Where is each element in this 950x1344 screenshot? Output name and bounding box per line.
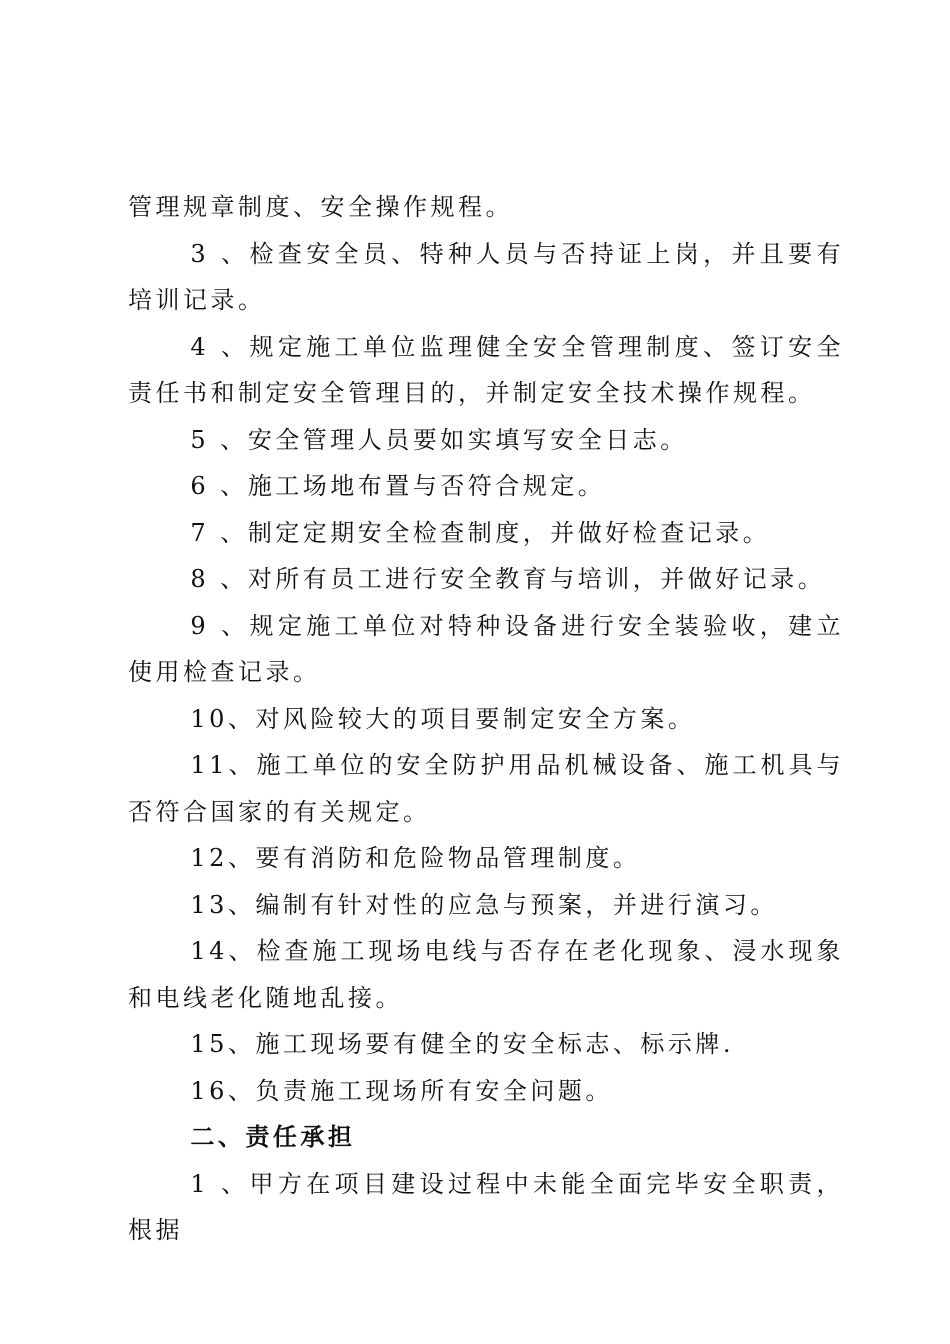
list-item (128, 928, 844, 1021)
item-text: 规定施工单位对特种设备进行安全装验收，建立使用检查记录。 (128, 611, 844, 686)
item-separator: 、 (227, 751, 257, 779)
item-separator: 、 (227, 1076, 256, 1105)
list-item (128, 1161, 844, 1254)
item-text: 检查安全员、特种人员与否持证上岗，并且要有培训记录。 (128, 239, 844, 314)
item-number: 5 (190, 425, 210, 454)
item-number: 1 (190, 1169, 210, 1198)
list-item (128, 696, 844, 743)
document-body (128, 184, 844, 1254)
list-item (128, 835, 844, 882)
item-number: 7 (190, 518, 210, 547)
item-text: 施工场地布置与否符合规定。 (247, 472, 606, 500)
item-separator: 、 (209, 239, 250, 268)
list-item (128, 417, 844, 464)
item-number: 16 (190, 1076, 228, 1105)
item-number: 11 (190, 751, 228, 779)
list-item (128, 184, 844, 231)
item-text: 要有消防和危险物品管理制度。 (255, 844, 641, 872)
item-separator: 、 (209, 332, 250, 361)
item-text: 负责施工现场所有安全问题。 (255, 1076, 613, 1105)
item-text: 对所有员工进行安全教育与培训，并做好记录。 (247, 565, 826, 593)
list-item (128, 463, 844, 510)
item-separator: 、 (209, 472, 248, 500)
item-separator: 、 (227, 890, 256, 919)
item-number: 4 (190, 332, 210, 361)
item-separator: 、 (227, 704, 256, 733)
item-number: 10 (190, 704, 228, 733)
item-number: 13 (190, 890, 228, 919)
item-separator: 、 (209, 518, 248, 547)
item-text: 检查施工现场电线与否存在老化现象、浸水现象和电线老化随地乱接。 (128, 937, 845, 1012)
item-text: 制定定期安全检查制度，并做好检查记录。 (247, 518, 771, 547)
list-item (128, 556, 844, 603)
item-separator: 、 (227, 1030, 256, 1058)
item-number: 14 (190, 937, 228, 965)
item-text: 甲方在项目建设过程中未能全面完毕安全职责，根据 (128, 1169, 844, 1244)
list-item (128, 510, 844, 557)
list-item (128, 1068, 844, 1115)
list-item (128, 603, 844, 696)
item-text: 安全管理人员要如实填写安全日志。 (247, 425, 688, 454)
item-separator: 、 (209, 425, 248, 454)
item-text: 对风险较大的项目要制定安全方案。 (255, 704, 696, 733)
list-item (128, 882, 844, 929)
item-number: 12 (190, 844, 228, 872)
item-number: 6 (190, 472, 210, 500)
item-text: 规定施工单位监理健全安全管理制度、签订安全责任书和制定安全管理目的，并制定安全技术操作规程。 (128, 332, 844, 407)
item-separator: 、 (209, 565, 248, 593)
list-item (128, 324, 844, 417)
item-text: 施工单位的安全防护用品机械设备、施工机具与否符合国家的有关规定。 (128, 751, 845, 826)
item-separator: 、 (227, 937, 257, 965)
item-separator: 、 (227, 844, 256, 872)
item-text: 施工现场要有健全的安全标志、标示牌. (255, 1030, 735, 1058)
item-separator: 、 (209, 1169, 250, 1198)
item-number: 8 (190, 565, 210, 593)
list-item (128, 231, 844, 324)
heading-text: 二、责任承担 (190, 1122, 356, 1151)
item-number: 3 (190, 239, 210, 268)
item-text: 编制有针对性的应急与预案，并进行演习。 (255, 890, 778, 919)
item-number: 9 (190, 611, 210, 640)
item-number: 15 (190, 1030, 228, 1058)
item-text: 管理规章制度、安全操作规程。 (128, 193, 513, 221)
list-item (128, 1021, 844, 1068)
list-item (128, 742, 844, 835)
item-separator: 、 (209, 611, 250, 640)
section-heading (128, 1114, 844, 1161)
